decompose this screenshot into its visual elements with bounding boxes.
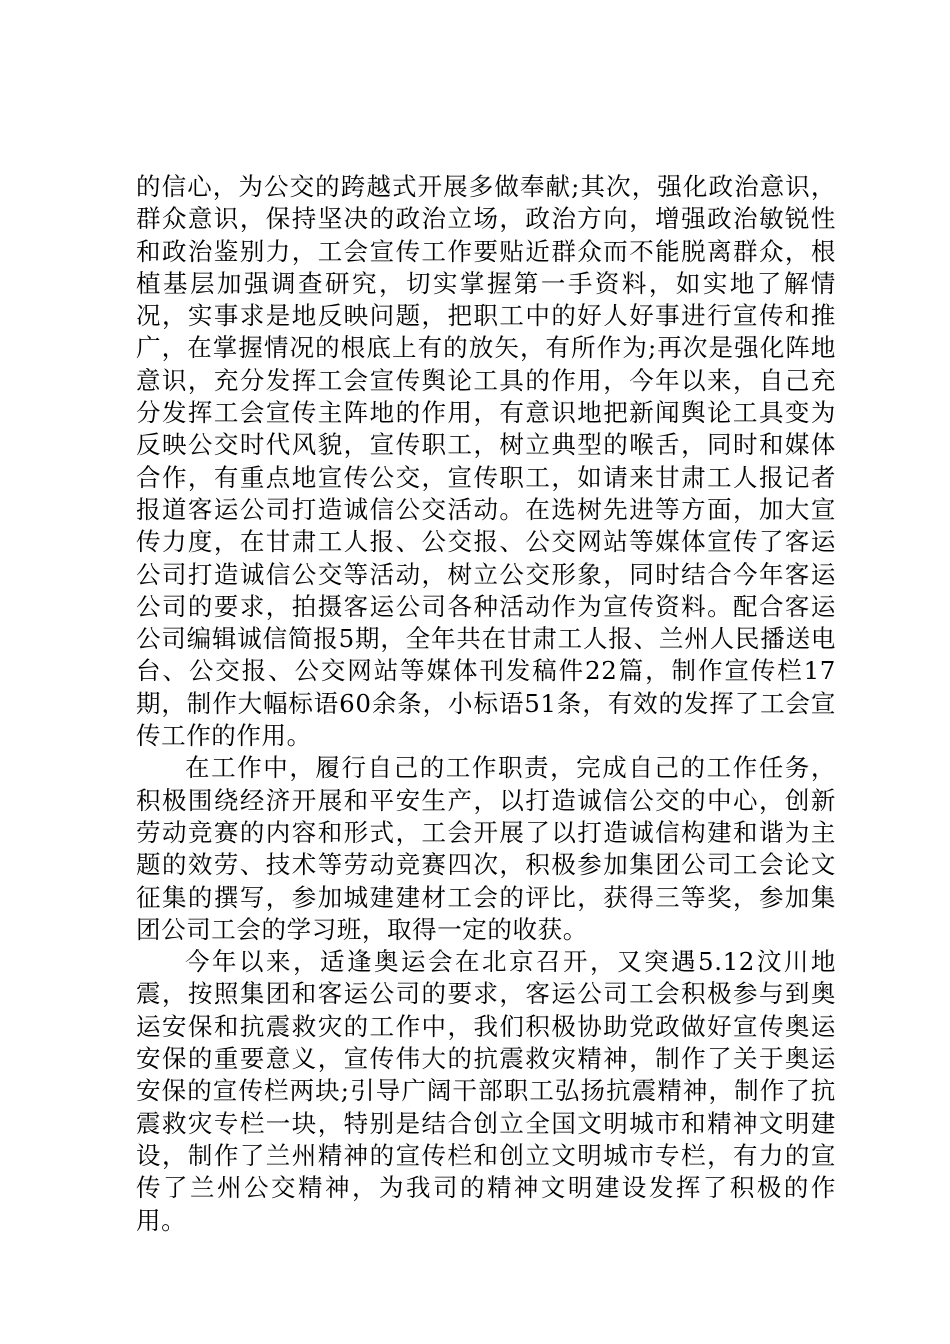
paragraph-continued: 的信心，为公交的跨越式开展多做奉献;其次，强化政治意识，群众意识，保持坚决的政治立场，政治方向，增强政治敏锐性和政治鉴别力，工会宣传工作要贴近群众而不能脱离群众，根植基层加强调查研究，切实掌握第一手资料，如实地了解情况，实事求是地反映问题，把职工中的好人好事进行宣传和推广，在掌握情况的根底上有的放矢，有所作为;再次是强化阵地意识，充分发挥工会宣传舆论工具的作用，今年以来，自己充分发挥工会宣传主阵地的作用，有意识地把新闻舆论工具变为反映公交时代风貌，宣传职工，树立典型的喉舌，同时和媒体合作，有重点地宣传公交，宣传职工，如请来甘肃工人报记者报道客运公司打造诚信公交活动。在选树先进等方面，加大宣传力度，在甘肃工人报、公交报、公交网站等媒体宣传了客运公司打造诚信公交等活动，树立公交形象，同时结合今年客运公司的要求，拍摄客运公司各种活动作为宣传资料。配合客运公司编辑诚信简报5期，全年共在甘肃工人报、兰州人民播送电台、公交报、公交网站等媒体刊发稿件22篇，制作宣传栏17期，制作大幅标语60余条，小标语51条，有效的发挥了工会宣传工作的作用。 [136, 172, 836, 751]
document-body [136, 171, 836, 1237]
paragraph-work-duties: 在工作中，履行自己的工作职责，完成自己的工作任务，积极围绕经济开展和平安生产，以打造诚信公交的中心，创新劳动竞赛的内容和形式，工会开展了以打造诚信构建和谐为主题的效劳、技术等劳动竞赛四次，积极参加集团公司工会论文征集的撰写，参加城建建材工会的评比，获得三等奖，参加集团公司工会的学习班，取得一定的收获。 [136, 753, 836, 944]
paragraph-olympics-earthquake: 今年以来，适逢奥运会在北京召开，又突遇5.12汶川地震，按照集团和客运公司的要求，客运公司工会积极参与到奥运安保和抗震救灾的工作中，我们积极协助党政做好宣传奥运安保的重要意义，宣传伟大的抗震救灾精神，制作了关于奥运安保的宣传栏两块;引导广阔干部职工弘扬抗震精神，制作了抗震救灾专栏一块，特别是结合创立全国文明城市和精神文明建设，制作了兰州精神的宣传栏和创立文明城市专栏，有力的宣传了兰州公交精神，为我司的精神文明建设发挥了积极的作用。 [136, 947, 836, 1235]
